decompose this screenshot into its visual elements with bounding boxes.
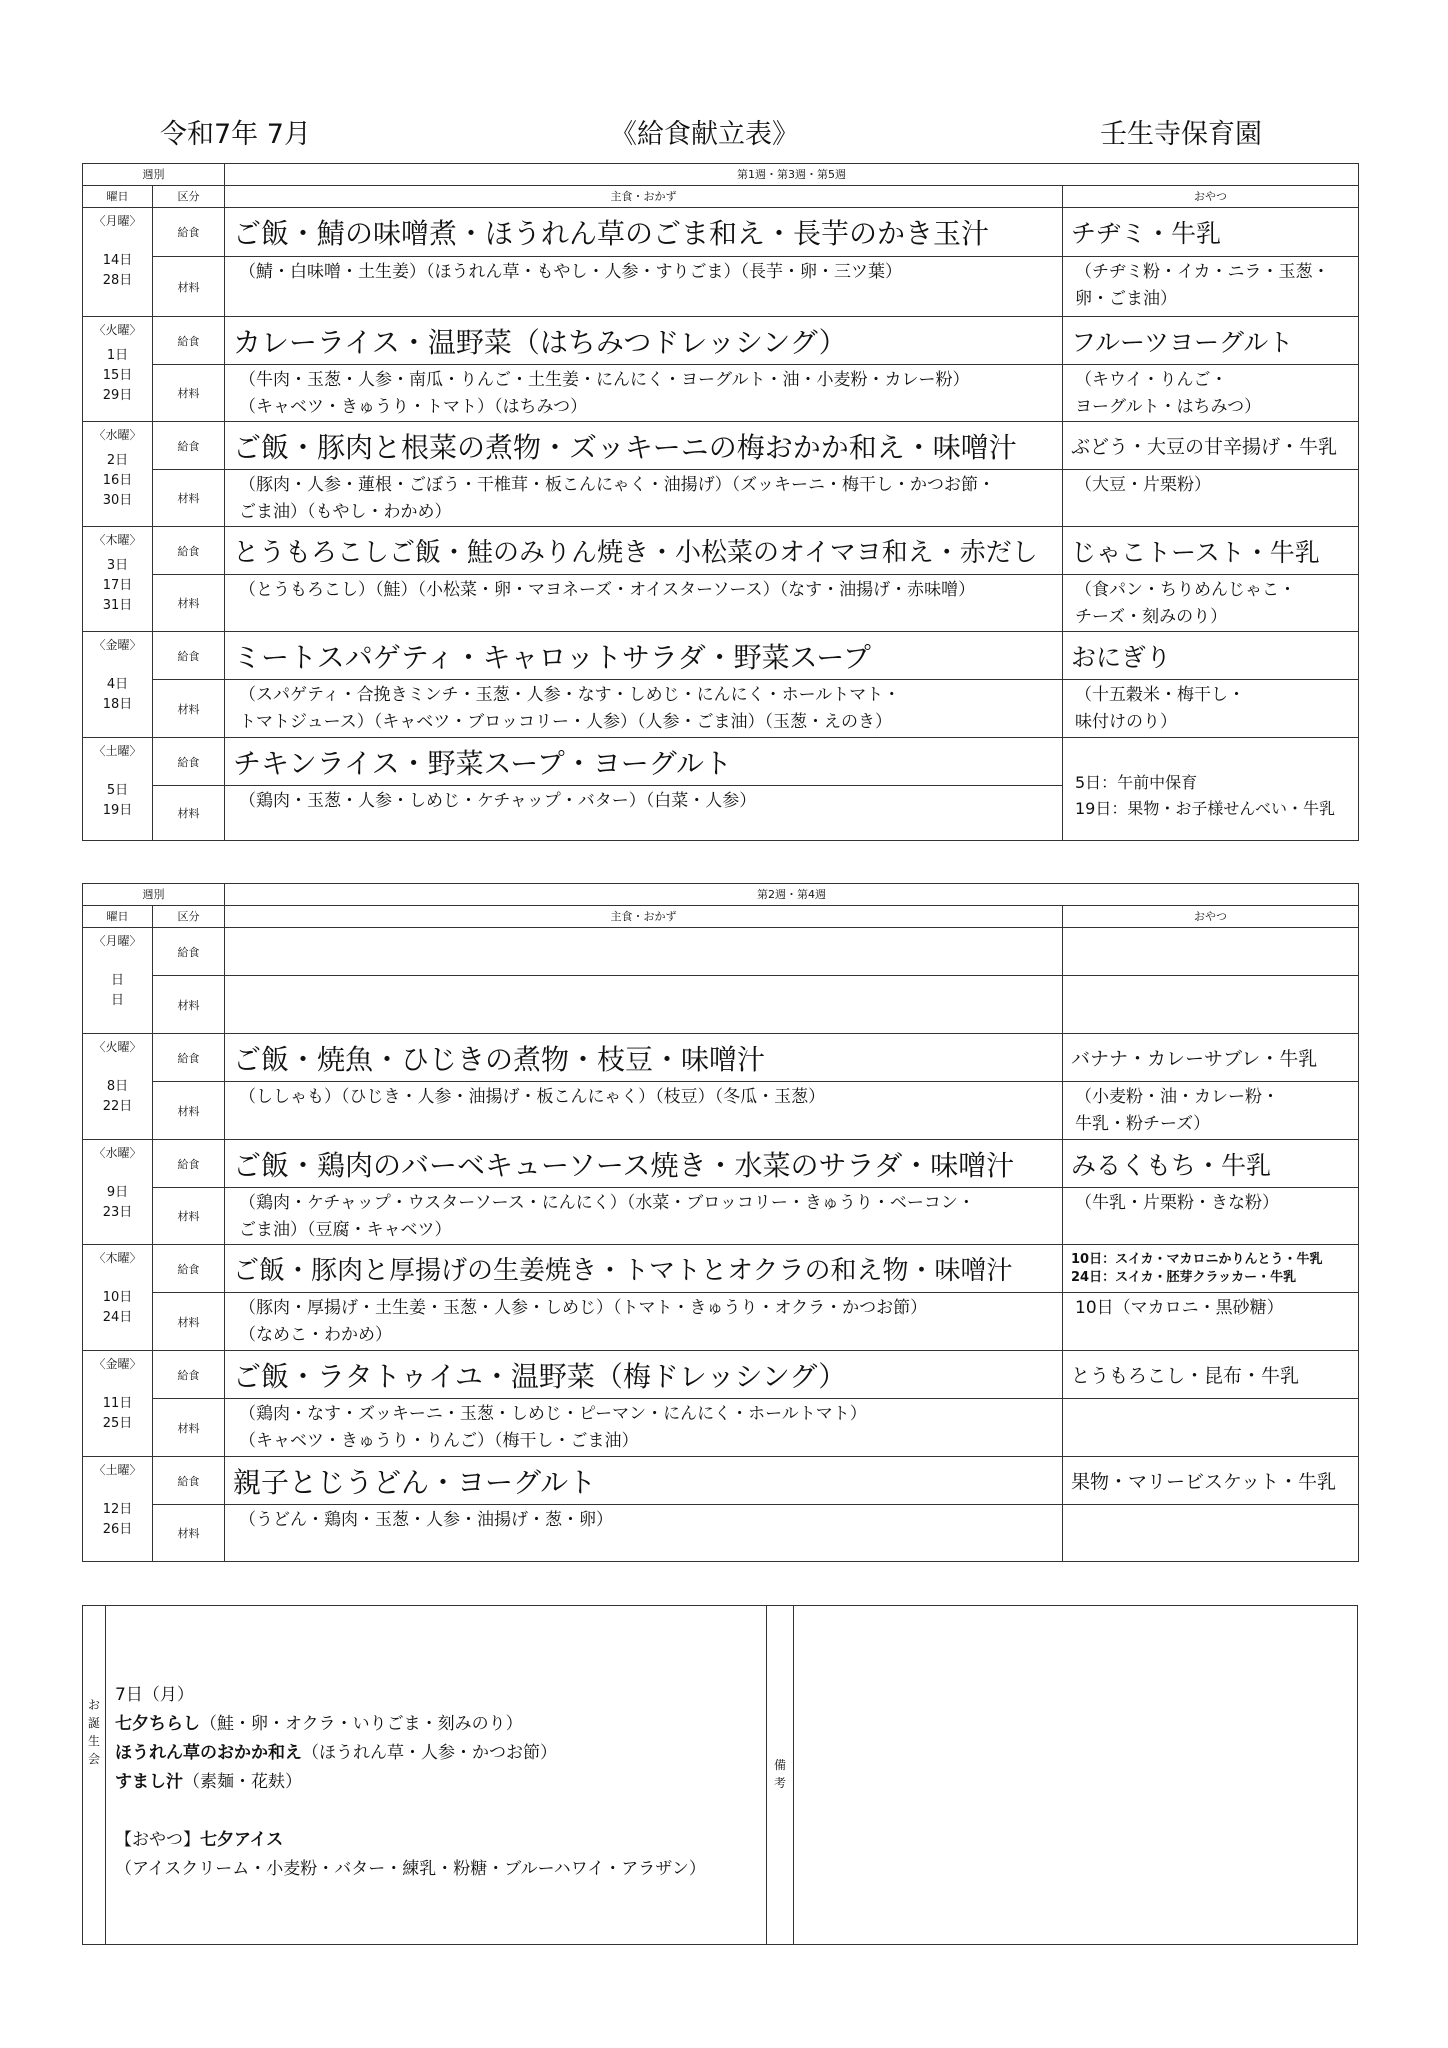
dish: ご飯・豚肉と厚揚げの生姜焼き・トマトとオクラの和え物・味噌汁: [225, 1245, 1063, 1293]
snack-note-cell: [1063, 738, 1359, 841]
snack-ingredients: （大豆・片栗粉）: [1075, 475, 1211, 495]
ingredients-cell: [225, 976, 1063, 1034]
snack-cell: みるくもち・牛乳: [1063, 1140, 1359, 1188]
date: 9日: [106, 1185, 129, 1200]
ingredients-line: （スパゲティ・合挽きミンチ・玉葱・人参・なす・しめじ・にんにく・ホールトマト・: [239, 685, 901, 705]
snack-note: 19日：果物・お子様せんべい・牛乳: [1075, 799, 1336, 818]
ingredients-cell: [225, 1293, 1063, 1351]
snack-ingredients: チーズ・刻みのり）: [1075, 607, 1228, 627]
kubun-kyushoku: 給食: [153, 1351, 225, 1399]
snack-ingredients-cell: [1063, 976, 1359, 1034]
ingredients-line: （うどん・鶏肉・玉葱・人参・油揚げ・葱・卵）: [239, 1510, 613, 1530]
date: 26日: [102, 1522, 133, 1537]
dish: ご飯・鯖の味噌煮・ほうれん草のごま和え・長芋のかき玉汁: [225, 208, 1063, 257]
snack-ingredients-cell: [1063, 575, 1359, 632]
weekday: 〈月曜〉: [93, 214, 142, 228]
date: 31日: [102, 598, 133, 613]
snack-ingredients: 味付けのり）: [1075, 712, 1177, 732]
remarks-label: [773, 1756, 787, 1792]
birthday-item: すまし汁（素麺・花麸）: [115, 1772, 302, 1792]
kubun-kyushoku: 給食: [153, 1034, 225, 1082]
snack-ingredients-cell: [1063, 1188, 1359, 1245]
snack-cell: [1063, 1245, 1359, 1293]
date: 2日: [106, 453, 129, 468]
kubun-kyushoku: 給食: [153, 1140, 225, 1188]
snack-ingredients-cell: [1063, 1082, 1359, 1140]
kubun-header: 区分: [153, 906, 225, 928]
snack-cell: [1063, 928, 1359, 976]
ingredients-cell: [225, 786, 1063, 841]
snack-ingredients: 牛乳・粉チーズ）: [1075, 1114, 1211, 1134]
weekday: 〈水曜〉: [93, 428, 142, 442]
ingredients-line: トマトジュース）（キャベツ・ブロッコリー・人参）（人参・ごま油）（玉葱・えのき）: [239, 712, 892, 732]
kubun-kyushoku: 給食: [153, 928, 225, 976]
kubun-zairyo: 材料: [153, 365, 225, 422]
ingredients-line: （ししゃも）（ひじき・人参・油揚げ・板こんにゃく）（枝豆）（冬瓜・玉葱）: [239, 1087, 826, 1107]
date: 24日: [102, 1310, 133, 1325]
date: 5日: [106, 783, 129, 798]
kubun-zairyo: 材料: [153, 1399, 225, 1457]
kubun-header: 区分: [153, 186, 225, 208]
day-cell: [83, 208, 153, 317]
weekday: 〈火曜〉: [93, 1040, 142, 1054]
kubun-zairyo: 材料: [153, 257, 225, 317]
date: 18日: [102, 697, 133, 712]
day-cell: [83, 1245, 153, 1351]
kubun-zairyo: 材料: [153, 1293, 225, 1351]
date: 日: [110, 993, 124, 1008]
snack-ingredients-cell: [1063, 1399, 1359, 1457]
kubun-kyushoku: 給食: [153, 422, 225, 470]
snack-ingredients-cell: [1063, 680, 1359, 738]
snack-line: 24日：スイカ・胚芽クラッカー・牛乳: [1071, 1269, 1297, 1285]
ingredients-cell: [225, 1399, 1063, 1457]
day-cell: [83, 1140, 153, 1245]
dish: カレーライス・温野菜（はちみつドレッシング）: [225, 317, 1063, 365]
snack-ingredients-cell: [1063, 365, 1359, 422]
snack-ingredients-cell: [1063, 1505, 1359, 1562]
day-cell: [83, 1034, 153, 1140]
kubun-kyushoku: 給食: [153, 1245, 225, 1293]
kubun-kyushoku: 給食: [153, 1457, 225, 1505]
snack-ingredients: （チヂミ粉・イカ・ニラ・玉葱・: [1075, 262, 1330, 282]
snack-cell: おにぎり: [1063, 632, 1359, 680]
main-header: 主食・おかず: [225, 906, 1063, 928]
snack-cell: とうもろこし・昆布・牛乳: [1063, 1351, 1359, 1399]
ingredients-cell: [225, 1188, 1063, 1245]
snack-ingredients: （牛乳・片栗粉・きな粉）: [1075, 1193, 1279, 1213]
main-header: 主食・おかず: [225, 186, 1063, 208]
kubun-kyushoku: 給食: [153, 317, 225, 365]
weekday: 〈金曜〉: [93, 1357, 142, 1371]
date: 日: [110, 973, 124, 988]
ingredients-line: （鶏肉・ケチャップ・ウスターソース・にんにく）（水菜・ブロッコリー・きゅうり・ベーコン・: [239, 1193, 975, 1213]
day-cell: [83, 632, 153, 738]
snack-ingredients: 10日（マカロニ・黒砂糖）: [1075, 1298, 1284, 1318]
snack-ingredients-cell: [1063, 470, 1359, 527]
header-era: 令和7年 7月: [160, 119, 311, 150]
kubun-zairyo: 材料: [153, 1082, 225, 1140]
dish: [225, 928, 1063, 976]
snack-ingredients: ヨーグルト・はちみつ）: [1075, 397, 1262, 417]
menu-table-week2-4: [82, 883, 1359, 1562]
ingredients-line: ごま油）（豆腐・キャベツ）: [239, 1220, 452, 1240]
ingredients-line: （キャベツ・きゅうり・トマト）（はちみつ）: [239, 397, 588, 417]
date: 23日: [102, 1205, 133, 1220]
dish: チキンライス・野菜スープ・ヨーグルト: [225, 738, 1063, 786]
birthday-section: [82, 1605, 1358, 1945]
date: 17日: [102, 578, 133, 593]
snack-cell: チヂミ・牛乳: [1063, 208, 1359, 257]
date: 1日: [106, 348, 129, 363]
day-cell: [83, 1457, 153, 1562]
week-header: 週別: [83, 164, 225, 186]
date: 30日: [102, 493, 133, 508]
date: 8日: [106, 1079, 129, 1094]
kubun-zairyo: 材料: [153, 786, 225, 841]
ingredients-line: （鯖・白味噌・土生姜）（ほうれん草・もやし・人参・すりごま）（長芋・卵・三ツ葉）: [239, 262, 902, 282]
birthday-label-char: お: [87, 1698, 100, 1712]
date: 10日: [102, 1290, 133, 1305]
date: 29日: [102, 388, 133, 403]
snack-ingredients: 卵・ごま油）: [1075, 289, 1177, 309]
birthday-label-char: 生: [87, 1734, 100, 1748]
day-header: 曜日: [83, 186, 153, 208]
date: 19日: [102, 803, 133, 818]
date: 4日: [106, 677, 129, 692]
ingredients-cell: [225, 470, 1063, 527]
day-cell: [83, 317, 153, 422]
ingredients-line: （鶏肉・玉葱・人参・しめじ・ケチャップ・バター）（白菜・人参）: [239, 791, 757, 811]
dish: 親子とじうどん・ヨーグルト: [225, 1457, 1063, 1505]
ingredients-line: （牛肉・玉葱・人参・南瓜・りんご・土生姜・にんにく・ヨーグルト・油・小麦粉・カレー粉）: [239, 370, 970, 390]
ingredients-line: （キャベツ・きゅうり・りんご）（梅干し・ごま油）: [239, 1431, 639, 1451]
remarks-label-char: 備: [773, 1758, 786, 1772]
kubun-kyushoku: 給食: [153, 632, 225, 680]
date: 22日: [102, 1099, 133, 1114]
kubun-zairyo: 材料: [153, 1188, 225, 1245]
weekday: 〈金曜〉: [93, 638, 142, 652]
kubun-zairyo: 材料: [153, 1505, 225, 1562]
day-cell: [83, 738, 153, 841]
weekday: 〈木曜〉: [93, 1251, 142, 1265]
dish: ご飯・豚肉と根菜の煮物・ズッキーニの梅おかか和え・味噌汁: [225, 422, 1063, 470]
birthday-date: 7日（月）: [115, 1685, 194, 1705]
birthday-menu: [115, 1681, 706, 1884]
date: 15日: [102, 368, 133, 383]
dish: ご飯・ラタトゥイユ・温野菜（梅ドレッシング）: [225, 1351, 1063, 1399]
birthday-label: [87, 1696, 101, 1768]
ingredients-line: （とうもろこし）（鮭）（小松菜・卵・マヨネーズ・オイスターソース）（なす・油揚げ・赤味噌）: [239, 580, 976, 600]
day-header: 曜日: [83, 906, 153, 928]
snack-cell: フルーツヨーグルト: [1063, 317, 1359, 365]
dish: とうもろこしご飯・鮭のみりん焼き・小松菜のオイマヨ和え・赤だし: [225, 527, 1063, 575]
snack-ingredients: （キウイ・りんご・: [1075, 370, 1228, 390]
weekday: 〈火曜〉: [93, 323, 142, 337]
birthday-item: 七夕ちらし（鮭・卵・オクラ・いりごま・刻みのり）: [115, 1714, 523, 1734]
ingredients-cell: [225, 1082, 1063, 1140]
day-cell: [83, 928, 153, 1034]
kubun-zairyo: 材料: [153, 470, 225, 527]
weeks-label: 第1週・第3週・第5週: [225, 164, 1359, 186]
ingredients-line: （豚肉・人参・蓮根・ごぼう・干椎茸・板こんにゃく・油揚げ）（ズッキーニ・梅干し・かつお節・: [239, 475, 995, 495]
snack-cell: じゃこトースト・牛乳: [1063, 527, 1359, 575]
kubun-zairyo: 材料: [153, 575, 225, 632]
snack-cell: ぶどう・大豆の甘辛揚げ・牛乳: [1063, 422, 1359, 470]
snack-line: 10日：スイカ・マカロニかりんとう・牛乳: [1071, 1251, 1323, 1267]
dish: ご飯・焼魚・ひじきの煮物・枝豆・味噌汁: [225, 1034, 1063, 1082]
date: 12日: [102, 1502, 133, 1517]
kubun-zairyo: 材料: [153, 680, 225, 738]
weekday: 〈水曜〉: [93, 1146, 142, 1160]
week-header: 週別: [83, 884, 225, 906]
ingredients-cell: [225, 365, 1063, 422]
birthday-item: ほうれん草のおかか和え（ほうれん草・人参・かつお節）: [115, 1743, 557, 1763]
remarks-label-char: 考: [773, 1776, 786, 1790]
day-cell: [83, 1351, 153, 1457]
weeks-label: 第2週・第4週: [225, 884, 1359, 906]
kubun-zairyo: 材料: [153, 976, 225, 1034]
date: 3日: [106, 558, 129, 573]
weekday: 〈土曜〉: [93, 744, 142, 758]
snack-ingredients-cell: [1063, 1293, 1359, 1351]
snack-cell: 果物・マリービスケット・牛乳: [1063, 1457, 1359, 1505]
date: 14日: [102, 253, 133, 268]
day-cell: [83, 422, 153, 527]
snack-header: おやつ: [1063, 186, 1359, 208]
ingredients-cell: [225, 257, 1063, 317]
ingredients-line: （なめこ・わかめ）: [239, 1325, 392, 1345]
menu-table-week1-3-5: [82, 163, 1359, 841]
ingredients-cell: [225, 680, 1063, 738]
snack-header: おやつ: [1063, 906, 1359, 928]
ingredients-cell: [225, 575, 1063, 632]
weekday: 〈土曜〉: [93, 1463, 142, 1477]
day-cell: [83, 527, 153, 632]
birthday-snack: 【おやつ】七夕アイス: [115, 1830, 284, 1850]
ingredients-line: （鶏肉・なす・ズッキーニ・玉葱・しめじ・ピーマン・にんにく・ホールトマト）: [239, 1404, 867, 1424]
snack-ingredients: （食パン・ちりめんじゃこ・: [1075, 580, 1296, 600]
date: 25日: [102, 1416, 133, 1431]
date: 11日: [102, 1396, 133, 1411]
birthday-snack-detail: （アイスクリーム・小麦粉・バター・練乳・粉糖・ブルーハワイ・アラザン）: [115, 1859, 706, 1879]
weekday: 〈月曜〉: [93, 934, 142, 948]
date: 16日: [102, 473, 133, 488]
weekday: 〈木曜〉: [93, 533, 142, 547]
dish: ミートスパゲティ・キャロットサラダ・野菜スープ: [225, 632, 1063, 680]
snack-cell: バナナ・カレーサブレ・牛乳: [1063, 1034, 1359, 1082]
ingredients-line: ごま油）（もやし・わかめ）: [239, 502, 452, 522]
page-title: 《給食献立表》: [610, 119, 799, 150]
birthday-label-char: 誕: [87, 1716, 100, 1730]
snack-ingredients-cell: [1063, 257, 1359, 317]
kubun-kyushoku: 給食: [153, 208, 225, 257]
kubun-kyushoku: 給食: [153, 738, 225, 786]
birthday-label-char: 会: [87, 1752, 100, 1766]
dish: ご飯・鶏肉のバーベキューソース焼き・水菜のサラダ・味噌汁: [225, 1140, 1063, 1188]
snack-ingredients: （十五穀米・梅干し・: [1075, 685, 1245, 705]
school-name: 壬生寺保育園: [1100, 119, 1262, 150]
snack-ingredients: （小麦粉・油・カレー粉・: [1075, 1087, 1279, 1107]
ingredients-cell: [225, 1505, 1063, 1562]
snack-note: 5日：午前中保育: [1075, 773, 1198, 792]
date: 28日: [102, 273, 133, 288]
ingredients-line: （豚肉・厚揚げ・土生姜・玉葱・人参・しめじ）（トマト・きゅうり・オクラ・かつお節）: [239, 1298, 928, 1318]
kubun-kyushoku: 給食: [153, 527, 225, 575]
